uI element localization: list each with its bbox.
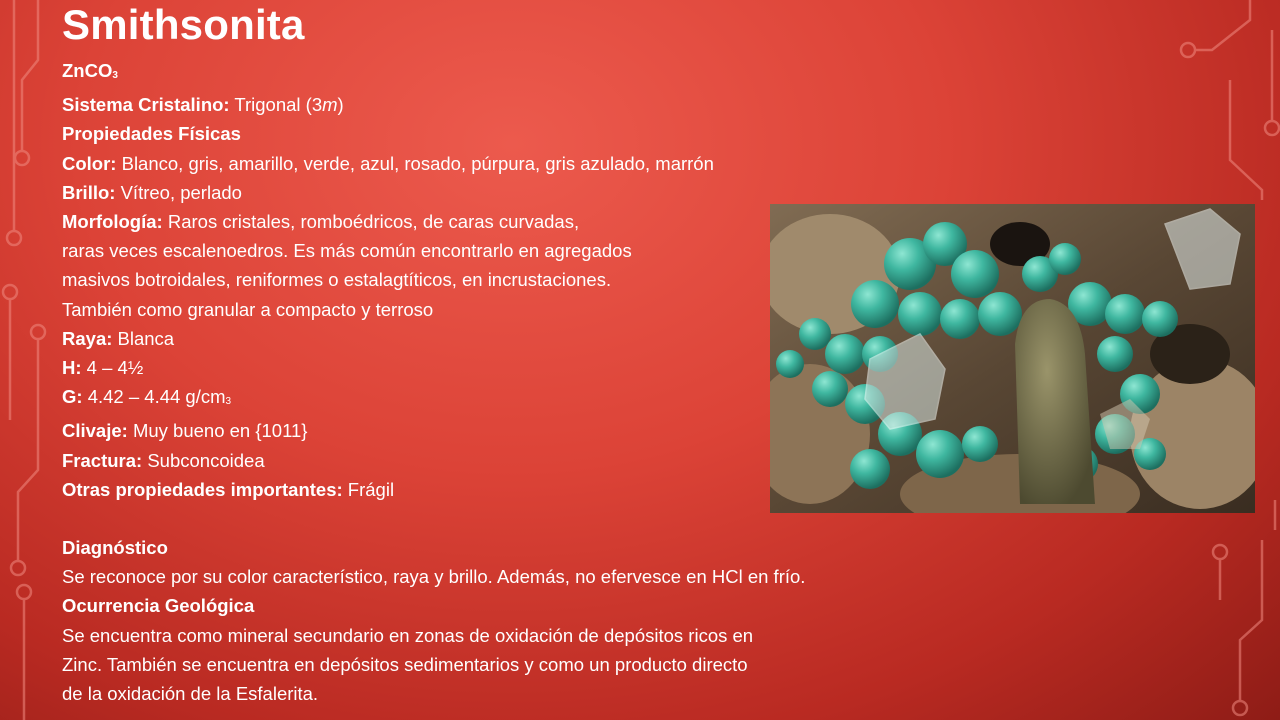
occurrence-text-3: de la oxidación de la Esfalerita. — [62, 683, 319, 705]
smithsonite-image — [770, 204, 1255, 513]
mineral-photo — [770, 204, 1255, 513]
morphology-text-3: masivos botroidales, reniformes o estalagtíticos, en incrustaciones. — [62, 269, 612, 291]
density-property: G: 4.42 – 4.44 g/cm3 — [62, 386, 232, 408]
occurrence-text-2: Zinc. También se encuentra en depósitos sedimentarios y como un producto directo — [62, 653, 748, 675]
streak-property: Raya: Blanca — [62, 327, 175, 349]
slide-title: Smithsonita — [62, 1, 305, 48]
luster-property: Brillo: Vítreo, perlado — [62, 181, 242, 203]
color-property: Color: Blanco, gris, amarillo, verde, azul, rosado, púrpura, gris azulado, marrón — [62, 152, 714, 174]
crystal-system: Sistema Cristalino: Trigonal (3m) — [62, 94, 344, 116]
fracture-property: Fractura: Subconcoidea — [62, 449, 265, 471]
diagnosis-text: Se reconoce por su color característico, raya y brillo. Además, no efervesce en HCl en frío. — [62, 566, 806, 588]
occurrence-text-1: Se encuentra como mineral secundario en zonas de oxidación de depósitos ricos en — [62, 624, 754, 646]
physical-properties-heading: Propiedades Físicas — [62, 123, 241, 145]
morphology-text-4: También como granular a compacto y terroso — [62, 298, 434, 320]
occurrence-heading: Ocurrencia Geológica — [62, 595, 255, 617]
other-properties: Otras propiedades importantes: Frágil — [62, 478, 395, 500]
cleavage-property: Clivaje: Muy bueno en {1011} — [62, 420, 308, 442]
hardness-property: H: 4 – 4½ — [62, 357, 144, 379]
diagnosis-heading: Diagnóstico — [62, 537, 168, 559]
formula: ZnCO3 — [62, 60, 118, 81]
morphology-property: Morfología: Raros cristales, romboédricos, de caras curvadas, — [62, 211, 580, 233]
morphology-text-2: raras veces escalenoedros. Es más común encontrarlo en agregados — [62, 240, 632, 262]
